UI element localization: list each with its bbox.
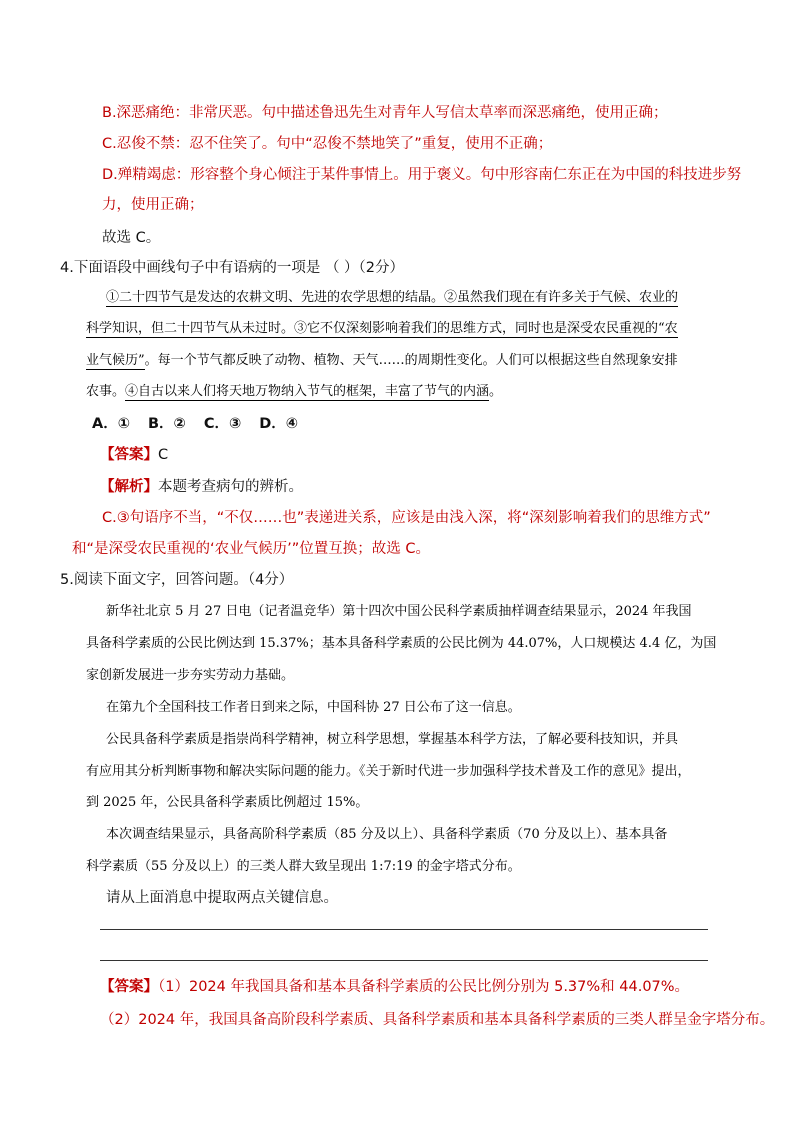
explanation-c: C.忍俊不禁：忍不住笑了。句中“忍俊不禁地笑了”重复，使用不正确； (102, 136, 553, 152)
q3-conclusion: 故选 C。 (102, 230, 161, 246)
passage-middle: 。每一个节气都反映了动物、植物、天气……的周期性变化。人们可以根据这些自然现象安排 (144, 353, 678, 368)
news-p1-line1: 新华社北京 5 月 27 日电（记者温竞华）第十四次中国公民科学素质抽样调查结果显示，2024 年我国 (106, 604, 692, 619)
sentence-3a: ③它不仅深刻影响着我们的思维方式，同时也是深受农民重视的“农 (294, 321, 678, 336)
q4-explanation-line1: C.③句语序不当，“不仅……也”表递进关系，应该是由浅入深，将“深刻影响着我们的思维方式” (102, 510, 711, 526)
answer-line-1[interactable] (100, 929, 708, 930)
sentence-1: ①二十四节气是发达的农耕文明、先进的农学思想的结晶。 (106, 290, 445, 305)
q4-options (92, 414, 316, 434)
sentence-2b: 科学知识，但二十四节气从未过时。 (86, 321, 295, 336)
option-d[interactable]: D．④ (259, 416, 299, 432)
explanation-d-line2: 力，使用正确； (102, 197, 204, 213)
q5-prompt: 请从上面消息中提取两点关键信息。 (106, 890, 338, 906)
q5-answer-tag: 【答案】 (100, 979, 158, 995)
news-p3-line1: 公民具备科学素质是指崇尚科学精神，树立科学思想，掌握基本科学方法，了解必要科技知识，并具 (106, 732, 679, 747)
news-p2: 在第九个全国科技工作者日到来之际，中国科协 27 日公布了这一信息。 (106, 700, 521, 715)
news-p3-line2: 有应用其分析判断事物和解决实际问题的能力。《关于新时代进一步加强科学技术普及工作的意见》提出， (86, 764, 691, 779)
q4-passage-line1 (106, 288, 678, 308)
analysis-tag: 【解析】 (100, 479, 158, 495)
news-p3-line3: 到 2025 年，公民具备科学素质比例超过 15%。 (86, 795, 369, 810)
sentence-3b: 业气候历” (86, 353, 145, 368)
analysis-text: 本题考查病句的辨析。 (158, 479, 303, 495)
passage-suffix: 。 (489, 384, 503, 399)
news-p4-line2: 科学素质（55 分及以上）的三类人群大致呈现出 1:7:19 的金字塔式分布。 (86, 859, 521, 874)
q4-explanation-line2: 和“是深受农民重视的‘农业气候历’”位置互换；故选 C。 (72, 541, 430, 557)
q5-answer-1-text: （1）2024 年我国具备和基本具备科学素质的公民比例分别为 5.37%和 44.07%。 (158, 979, 690, 995)
news-p1-line3: 家创新发展进一步夯实劳动力基础。 (86, 668, 295, 683)
passage-prefix: 农事。 (86, 384, 126, 399)
sentence-2a: ②虽然我们现在有许多关于气候、农业的 (444, 290, 679, 305)
q5-answer-2: （2）2024 年，我国具备高阶段科学素质、具备科学素质和基本具备科学素质的三类人群呈金字塔分布。 (100, 1012, 775, 1028)
explanation-d-line1: D.殚精竭虑：形容整个身心倾注于某件事情上。用于褒义。句中形容南仁东正在为中国的科技进步努 (102, 167, 742, 183)
q4-stem: 4.下面语段中画线句子中有语病的一项是 （ ）（2分） (60, 260, 405, 276)
q5-answer-1 (100, 977, 689, 997)
news-p1-line2: 具备科学素质的公民比例达到 15.37%；基本具备科学素质的公民比例为 44.07%，人口规模达 4.4 亿，为国 (86, 636, 717, 651)
q4-answer (100, 445, 168, 465)
answer-line-2[interactable] (100, 960, 708, 961)
answer-tag: 【答案】 (100, 447, 158, 463)
news-p4-line1: 本次调查结果显示，具备高阶科学素质（85 分及以上）、具备科学素质（70 分及以上）、基本具备 (106, 827, 668, 842)
option-b[interactable]: B．② (148, 416, 186, 432)
answer-value: C (158, 447, 169, 463)
q4-passage-line4 (86, 382, 502, 402)
q4-passage-line3 (86, 351, 678, 371)
option-c[interactable]: C．③ (203, 416, 242, 432)
option-a[interactable]: A．① (92, 416, 130, 432)
q5-stem: 5.阅读下面文字，回答问题。（4分） (60, 572, 294, 588)
sentence-4: ④自古以来人们将天地万物纳入节气的框架，丰富了节气的内涵 (125, 384, 490, 399)
q4-analysis (100, 477, 303, 497)
q4-passage-line2 (86, 319, 678, 339)
explanation-b: B.深恶痛绝：非常厌恶。句中描述鲁迅先生对青年人写信太草率而深恶痛绝，使用正确； (102, 105, 668, 121)
